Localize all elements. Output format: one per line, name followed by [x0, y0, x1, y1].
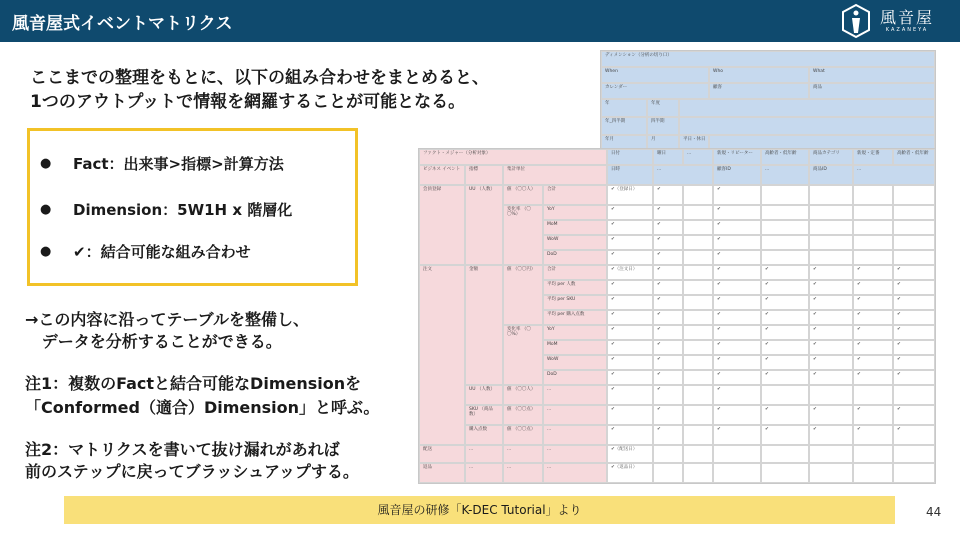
empty-cell	[893, 235, 935, 250]
check-cell: ✔	[713, 205, 761, 220]
empty-cell	[683, 405, 713, 425]
summary-item-check	[40, 241, 251, 262]
empty-cell	[809, 385, 853, 405]
empty-cell	[683, 295, 713, 310]
summary-item-fact	[40, 153, 284, 174]
check-cell: ✔	[713, 265, 761, 280]
blank-cell	[679, 99, 935, 117]
empty-cell	[683, 425, 713, 445]
check-cell: ✔	[713, 295, 761, 310]
check-cell: ✔	[893, 340, 935, 355]
check-cell: ✔	[853, 370, 893, 385]
date-check-cell: ✔（登録日）	[607, 185, 653, 205]
check-cell: ✔	[761, 295, 809, 310]
check-cell: ✔	[761, 310, 809, 325]
check-cell: ✔	[607, 250, 653, 265]
check-cell: ✔	[607, 235, 653, 250]
empty-cell	[761, 445, 809, 463]
dots-label: ...	[503, 463, 543, 483]
empty-cell	[683, 463, 713, 483]
check-cell: ✔	[809, 280, 853, 295]
dots-label: ...	[465, 445, 503, 463]
check-cell: ✔	[809, 340, 853, 355]
check-cell: ✔	[653, 310, 683, 325]
datetime-col: 日時	[607, 165, 653, 185]
summary-item-label: Fact：出来事>指標>計算方法	[73, 155, 284, 173]
avg-person-label: 平均 per 人数	[543, 280, 607, 295]
empty-cell	[893, 385, 935, 405]
empty-cell	[853, 250, 893, 265]
change-rate: 変化率 （〇〇%）	[503, 205, 543, 265]
check-cell: ✔	[761, 405, 809, 425]
check-cell: ✔	[893, 370, 935, 385]
fiscal-year-label: 年度	[647, 99, 679, 117]
check-cell: ✔	[607, 310, 653, 325]
check-cell: ✔	[713, 235, 761, 250]
check-cell: ✔	[653, 185, 683, 205]
check-cell: ✔	[607, 405, 653, 425]
dimension-header: ディメンション（分析の切り口）	[601, 51, 935, 67]
check-cell: ✔	[809, 405, 853, 425]
bullet-icon: ●	[40, 202, 52, 217]
dots-label: ...	[543, 445, 607, 463]
check-cell: ✔	[653, 370, 683, 385]
check-cell: ✔	[853, 295, 893, 310]
purchase-count-metric: 購入点数	[465, 425, 503, 445]
newrep-col: 新規・リピーター	[713, 149, 761, 165]
check-cell: ✔	[893, 295, 935, 310]
empty-cell	[683, 385, 713, 405]
check-cell: ✔	[853, 325, 893, 340]
empty-cell	[761, 220, 809, 235]
empty-cell	[683, 235, 713, 250]
when-label: When	[601, 67, 709, 83]
empty-cell	[809, 445, 853, 463]
empty-cell	[893, 463, 935, 483]
logo-icon	[838, 3, 874, 39]
empty-cell	[653, 445, 683, 463]
check-cell: ✔	[761, 370, 809, 385]
empty-cell	[853, 220, 893, 235]
quarter-label: 四半期	[647, 117, 679, 135]
check-cell: ✔	[761, 325, 809, 340]
company-logo	[838, 2, 934, 40]
note-1-line-1: 注1：複数のFactと結合可能なDimensionを	[25, 374, 362, 393]
bullet-icon: ●	[40, 156, 52, 171]
check-cell: ✔	[893, 425, 935, 445]
empty-cell	[853, 205, 893, 220]
empty-cell	[853, 445, 893, 463]
summary-item-label: ✔：結合可能な組み合わせ	[73, 243, 251, 261]
product-label: 商品	[809, 83, 935, 99]
check-cell: ✔	[713, 355, 761, 370]
value-people: 値 （〇〇人）	[503, 385, 543, 405]
empty-cell	[683, 185, 713, 205]
check-cell: ✔	[713, 385, 761, 405]
check-cell: ✔	[853, 280, 893, 295]
check-cell: ✔	[853, 340, 893, 355]
date-col: 日付	[607, 149, 653, 165]
check-cell: ✔	[653, 405, 683, 425]
summary-box	[27, 128, 358, 286]
check-cell: ✔	[893, 405, 935, 425]
source-note: 風音屋の研修「K-DEC Tutorial」より	[64, 496, 895, 524]
value-items: 値 （〇〇点）	[503, 405, 543, 425]
member-event: 会員登録	[419, 185, 465, 265]
fact-header: ファクト・メジャー（分析対象）	[419, 149, 607, 165]
return-event: 返品	[419, 463, 465, 483]
change-rate: 変化率 （〇〇%）	[503, 325, 543, 385]
age2-col: 高齢者・低年齢	[893, 149, 935, 165]
check-cell: ✔	[809, 265, 853, 280]
biz-event-col: ビジネス イベント	[419, 165, 465, 185]
empty-cell	[893, 185, 935, 205]
empty-cell	[809, 235, 853, 250]
dots-col: ...	[853, 165, 935, 185]
half-label: 年_四半期	[601, 117, 647, 135]
empty-cell	[853, 235, 893, 250]
mom-label: MoM	[543, 220, 607, 235]
empty-cell	[853, 463, 893, 483]
check-cell: ✔	[713, 280, 761, 295]
check-cell: ✔	[713, 370, 761, 385]
dots-label: ...	[543, 463, 607, 483]
blank-cell	[679, 117, 935, 135]
dots-label: ...	[503, 445, 543, 463]
empty-cell	[761, 205, 809, 220]
check-cell: ✔	[893, 355, 935, 370]
customer-label: 顧客	[709, 83, 809, 99]
weekday-label: 平日・休日	[679, 135, 709, 153]
order-event: 注文	[419, 265, 465, 445]
check-cell: ✔	[761, 280, 809, 295]
check-cell: ✔	[761, 340, 809, 355]
empty-cell	[683, 310, 713, 325]
note-arrow-line-2: データを分析することができる。	[25, 332, 282, 351]
year-month-label: 年月	[601, 135, 647, 153]
dots-col: ...	[683, 149, 713, 165]
check-cell: ✔	[653, 235, 683, 250]
check-cell: ✔	[853, 425, 893, 445]
intro-line-1: ここまでの整理をもとに、以下の組み合わせをまとめると、	[30, 68, 489, 88]
dod-label: DoD	[543, 370, 607, 385]
check-cell: ✔	[713, 220, 761, 235]
check-cell: ✔	[653, 325, 683, 340]
empty-cell	[683, 340, 713, 355]
wow-label: WoW	[543, 355, 607, 370]
check-cell: ✔	[607, 325, 653, 340]
check-cell: ✔	[853, 310, 893, 325]
check-cell: ✔	[653, 205, 683, 220]
empty-cell	[809, 250, 853, 265]
check-cell: ✔	[761, 425, 809, 445]
check-cell: ✔	[653, 355, 683, 370]
summary-item-dimension	[40, 199, 292, 220]
dod-label: DoD	[543, 250, 607, 265]
dots-col: ...	[761, 165, 809, 185]
age-col: 高齢者・低年齢	[761, 149, 809, 165]
check-cell: ✔	[893, 265, 935, 280]
uu-metric: UU （人数）	[465, 385, 503, 405]
dow-col: 曜日	[653, 149, 683, 165]
note-2-line-1: 注2：マトリクスを書いて抜け漏れがあれば	[25, 440, 340, 459]
calendar-label: カレンダー	[601, 83, 709, 99]
empty-cell	[761, 385, 809, 405]
check-cell: ✔	[653, 295, 683, 310]
summary-item-label: Dimension：5W1H x 階層化	[73, 201, 293, 219]
agg-col: 集計単位	[503, 165, 607, 185]
empty-cell	[893, 205, 935, 220]
empty-cell	[893, 250, 935, 265]
check-cell: ✔	[893, 310, 935, 325]
check-cell: ✔	[853, 265, 893, 280]
check-cell: ✔	[653, 425, 683, 445]
check-cell: ✔	[607, 205, 653, 220]
intro-text	[30, 66, 489, 114]
intro-line-2: 1つのアウトプットで情報を網羅することが可能となる。	[30, 92, 466, 112]
date-check-cell: ✔（注文日）	[607, 265, 653, 280]
check-cell: ✔	[607, 355, 653, 370]
avg-sku-label: 平均 per SKU	[543, 295, 607, 310]
dots-label: ...	[543, 385, 607, 405]
cust-id-col: 顧客ID	[713, 165, 761, 185]
check-cell: ✔	[607, 220, 653, 235]
check-cell: ✔	[713, 250, 761, 265]
empty-cell	[893, 445, 935, 463]
delivery-event: 配送	[419, 445, 465, 463]
empty-cell	[761, 185, 809, 205]
empty-cell	[713, 463, 761, 483]
check-cell: ✔	[607, 340, 653, 355]
newold-col: 新規・定番	[853, 149, 893, 165]
check-cell: ✔	[653, 280, 683, 295]
who-label: Who	[709, 67, 809, 83]
empty-cell	[761, 463, 809, 483]
check-cell: ✔	[713, 310, 761, 325]
check-cell: ✔	[809, 355, 853, 370]
check-cell: ✔	[607, 425, 653, 445]
empty-cell	[809, 220, 853, 235]
what-label: What	[809, 67, 935, 83]
check-cell: ✔	[853, 355, 893, 370]
check-cell: ✔	[809, 325, 853, 340]
empty-cell	[683, 280, 713, 295]
prod-id-col: 商品ID	[809, 165, 853, 185]
dots-label: ...	[543, 405, 607, 425]
amount-metric: 金額	[465, 265, 503, 385]
wow-label: WoW	[543, 235, 607, 250]
check-cell: ✔	[607, 370, 653, 385]
empty-cell	[893, 220, 935, 235]
total-label: 合計	[543, 265, 607, 280]
check-cell: ✔	[653, 340, 683, 355]
empty-cell	[853, 385, 893, 405]
empty-cell	[683, 370, 713, 385]
empty-cell	[683, 325, 713, 340]
yoy-label: YoY	[543, 325, 607, 340]
check-cell: ✔	[607, 295, 653, 310]
date-check-cell: ✔（配送日）	[607, 445, 653, 463]
value-people: 値 （〇〇人）	[503, 185, 543, 205]
note-arrow-line-1: →この内容に沿ってテーブルを整備し、	[25, 310, 309, 329]
empty-cell	[761, 235, 809, 250]
empty-cell	[683, 265, 713, 280]
check-cell: ✔	[809, 370, 853, 385]
check-cell: ✔	[809, 310, 853, 325]
check-cell: ✔	[761, 355, 809, 370]
check-cell: ✔	[653, 250, 683, 265]
category-col: 商品カテゴリ	[809, 149, 853, 165]
avg-buyers-label: 平均 per 購入点数	[543, 310, 607, 325]
mom-label: MoM	[543, 340, 607, 355]
logo-subtext: KAZANEYA	[885, 26, 929, 33]
check-cell: ✔	[653, 265, 683, 280]
date-check-cell: ✔（返品日）	[607, 463, 653, 483]
check-cell: ✔	[853, 405, 893, 425]
dots-col: ...	[653, 165, 713, 185]
check-cell: ✔	[893, 280, 935, 295]
note-1-line-2: 「Conformed（適合）Dimension」と呼ぶ。	[25, 398, 380, 417]
empty-cell	[683, 220, 713, 235]
total-label: 合計	[543, 185, 607, 205]
value-items: 値 （〇〇点）	[503, 425, 543, 445]
check-cell: ✔	[713, 405, 761, 425]
check-cell: ✔	[809, 295, 853, 310]
check-cell: ✔	[761, 265, 809, 280]
check-cell: ✔	[713, 425, 761, 445]
page-number: 44	[926, 505, 942, 519]
month-label: 月	[647, 135, 679, 153]
empty-cell	[809, 205, 853, 220]
check-cell: ✔	[653, 220, 683, 235]
empty-cell	[809, 185, 853, 205]
empty-cell	[683, 355, 713, 370]
check-cell: ✔	[713, 340, 761, 355]
empty-cell	[713, 445, 761, 463]
empty-cell	[683, 250, 713, 265]
check-cell: ✔	[893, 325, 935, 340]
check-cell: ✔	[607, 280, 653, 295]
empty-cell	[809, 463, 853, 483]
sku-metric: SKU （商品数）	[465, 405, 503, 425]
empty-cell	[683, 445, 713, 463]
dots-label: ...	[543, 425, 607, 445]
page-title: 風音屋式イベントマトリクス	[12, 14, 233, 34]
uu-metric: UU （人数）	[465, 185, 503, 265]
logo-text: 風音屋	[880, 7, 935, 27]
metric-col: 指標	[465, 165, 503, 185]
check-cell: ✔	[809, 425, 853, 445]
check-cell: ✔	[713, 325, 761, 340]
check-cell: ✔	[713, 185, 761, 205]
check-cell: ✔	[607, 385, 653, 405]
dots-label: ...	[465, 463, 503, 483]
bullet-icon: ●	[40, 244, 52, 259]
empty-cell	[683, 205, 713, 220]
empty-cell	[761, 250, 809, 265]
empty-cell	[853, 185, 893, 205]
empty-cell	[653, 463, 683, 483]
check-cell: ✔	[653, 385, 683, 405]
year-label: 年	[601, 99, 647, 117]
note-2-line-2: 前のステップに戻ってブラッシュアップする。	[25, 462, 359, 481]
yoy-label: YoY	[543, 205, 607, 220]
event-matrix-screenshot	[418, 148, 936, 484]
slide-header	[0, 0, 960, 42]
value-yen: 値 （〇〇円）	[503, 265, 543, 325]
